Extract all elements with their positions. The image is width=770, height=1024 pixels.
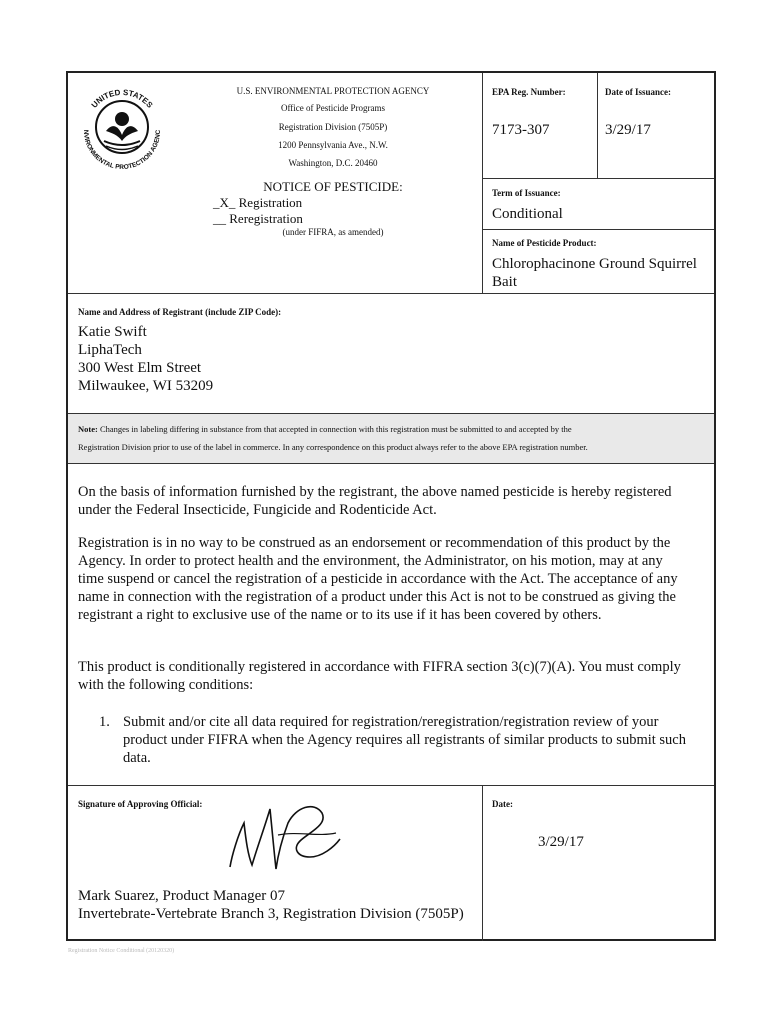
paragraph-line: name in connection with the registration of a product under this Act is not to be construed as giving the [78, 589, 676, 605]
signature-label: Signature of Approving Official: [78, 799, 203, 809]
divider [597, 73, 598, 178]
term-value: Conditional [492, 206, 563, 222]
divider [482, 785, 483, 941]
agency-city: Washington, D.C. 20460 [288, 158, 378, 168]
official-title: Invertebrate-Vertebrate Branch 3, Registration Division (7505P) [78, 906, 464, 922]
registration-notice-form [66, 71, 716, 941]
option-registration: _X_ Registration [213, 195, 303, 210]
paragraph-conditional [78, 658, 714, 694]
paragraph-line: On the basis of information furnished by the registrant, the above named pesticide is hereby registered [78, 484, 672, 500]
registrant-street: 300 West Elm Street [78, 360, 202, 376]
notice-under-fifra: (under FIFRA, as amended) [282, 227, 384, 237]
divider [68, 293, 714, 294]
footer-form-id: Registration Notice Conditional (20120320) [68, 948, 175, 954]
agency-division: Registration Division (7505P) [278, 122, 388, 132]
paragraph-line: registrant a right to exclusive use of the name or to its use if it has been covered by others. [78, 607, 602, 623]
note-bold: Note: [78, 424, 98, 434]
svg-text:ENVIRONMENTAL PROTECTION AGENC: NVIRONMENTAL PROTECTION AGENC [81, 129, 163, 171]
handwritten-signature [218, 795, 348, 875]
condition-item-1 [123, 713, 715, 767]
paragraph-disclaimer [78, 534, 714, 624]
divider [482, 73, 483, 293]
paragraph-line: time suspend or cancel the registration of a pesticide in accordance with the Act. The acceptance of any [78, 571, 678, 587]
sign-date-label: Date: [492, 799, 513, 809]
note-band [68, 413, 714, 463]
official-name: Mark Suarez, Product Manager 07 [78, 888, 286, 904]
divider [68, 785, 714, 786]
registrant-name: Katie Swift [78, 324, 147, 340]
option-reregistration: __ Reregistration [213, 211, 303, 226]
issuance-date-label: Date of Issuance: [605, 87, 671, 97]
notice-title: NOTICE OF PESTICIDE: [263, 179, 403, 194]
divider [482, 178, 714, 179]
note-line2: Registration Division prior to use of the label in commerce. In any correspondence on this product always refer to the above EPA registration number. [78, 442, 588, 452]
agency-office: Office of Pesticide Programs [280, 103, 386, 113]
divider [68, 413, 714, 414]
reg-number-label: EPA Reg. Number: [492, 87, 566, 97]
epa-seal-logo [76, 79, 168, 171]
registrant-city: Milwaukee, WI 53209 [78, 378, 214, 394]
svg-text:UNITED STATES: UNITED STATES [89, 87, 155, 110]
note-line1 [78, 424, 572, 434]
paragraph-line: Agency. In order to protect health and the environment, the Administrator, on his motion, may at any [78, 553, 663, 569]
condition-item-number: 1. [99, 714, 110, 730]
paragraph-line: under the Federal Insecticide, Fungicide and Rodenticide Act. [78, 502, 437, 518]
reg-number-value: 7173-307 [492, 122, 550, 138]
paragraph-line: product under FIFRA when the Agency requires all registrants of similar products to submit such [123, 732, 686, 748]
paragraph-line: Registration is in no way to be construed as an endorsement or recommendation of this product by the [78, 535, 671, 551]
product-name-line2: Bait [492, 274, 517, 290]
note-text1: Changes in labeling differing in substance from that accepted in connection with this registration must be submitted to and accepted by the [99, 424, 572, 434]
issuance-date-value: 3/29/17 [605, 122, 651, 138]
sign-date-value: 3/29/17 [538, 834, 584, 850]
paragraph-registration [78, 483, 714, 519]
product-name-label: Name of Pesticide Product: [492, 238, 597, 248]
paragraph-line: Submit and/or cite all data required for registration/reregistration/registration review of your [123, 714, 659, 730]
divider [68, 463, 714, 464]
registrant-label: Name and Address of Registrant (include ZIP Code): [78, 307, 282, 317]
paragraph-line: with the following conditions: [78, 677, 254, 693]
term-label: Term of Issuance: [492, 188, 561, 198]
agency-street: 1200 Pennsylvania Ave., N.W. [278, 140, 388, 150]
paragraph-line: This product is conditionally registered in accordance with FIFRA section 3(c)(7)(A). You must comply [78, 659, 681, 675]
divider [482, 229, 714, 230]
paragraph-line: data. [123, 750, 151, 766]
product-name-line1: Chlorophacinone Ground Squirrel [492, 256, 697, 272]
registrant-company: LiphaTech [78, 342, 142, 358]
agency-name: U.S. ENVIRONMENTAL PROTECTION AGENCY [236, 86, 430, 96]
